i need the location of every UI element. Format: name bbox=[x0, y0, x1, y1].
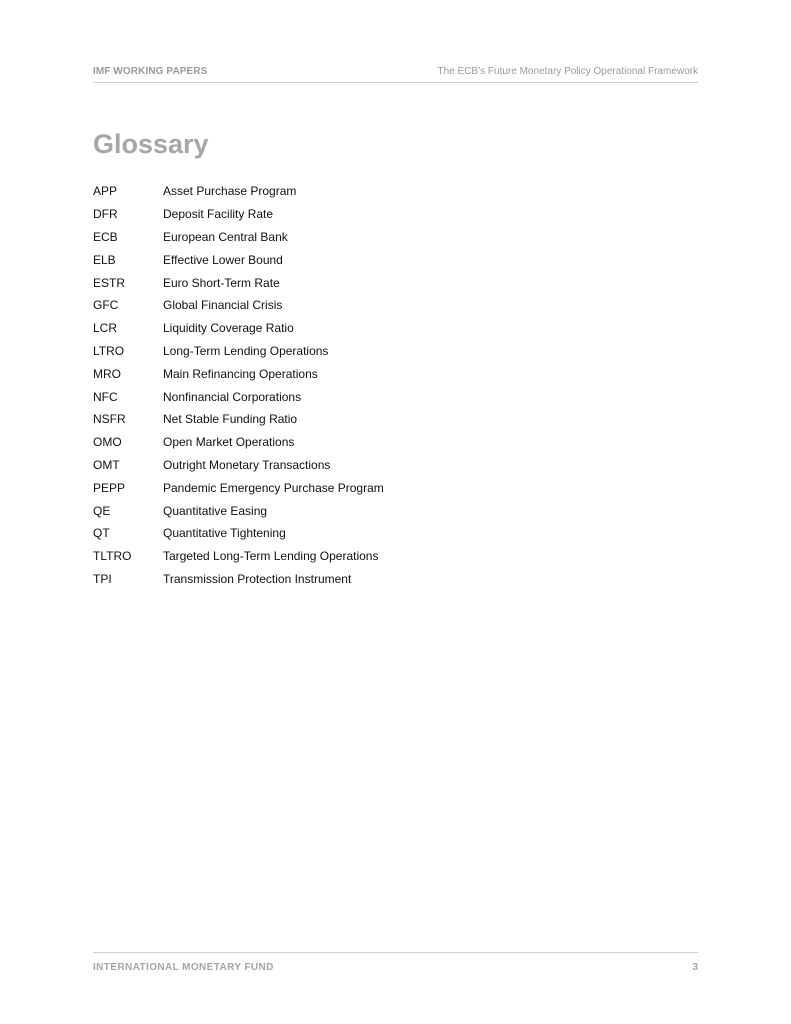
header-series-title: IMF WORKING PAPERS bbox=[93, 66, 208, 77]
glossary-abbreviation: OMT bbox=[93, 457, 120, 472]
glossary-row bbox=[93, 294, 493, 317]
glossary-row bbox=[93, 568, 493, 591]
page-footer bbox=[93, 952, 698, 977]
glossary-row bbox=[93, 499, 493, 522]
glossary-definition: Deposit Facility Rate bbox=[163, 207, 274, 222]
glossary-row bbox=[93, 408, 493, 431]
glossary-row bbox=[93, 226, 493, 249]
glossary-abbreviation: LCR bbox=[93, 321, 118, 336]
glossary-abbreviation: OMO bbox=[93, 435, 122, 450]
header-running-title: The ECB’s Future Monetary Policy Operational Framework bbox=[437, 66, 698, 77]
glossary-definition: Targeted Long-Term Lending Operations bbox=[163, 549, 379, 564]
glossary-row bbox=[93, 522, 493, 545]
glossary-definition: Euro Short-Term Rate bbox=[163, 275, 280, 290]
glossary-row bbox=[93, 248, 493, 271]
glossary-abbreviation: MRO bbox=[93, 366, 121, 381]
glossary-definition: Effective Lower Bound bbox=[163, 252, 283, 267]
glossary-definition: Global Financial Crisis bbox=[163, 298, 283, 313]
glossary-definition: Main Refinancing Operations bbox=[163, 366, 318, 381]
glossary-row bbox=[93, 545, 493, 568]
glossary-definition: Outright Monetary Transactions bbox=[163, 457, 331, 472]
glossary-abbreviation: NFC bbox=[93, 389, 118, 404]
glossary-abbreviation: GFC bbox=[93, 298, 119, 313]
glossary-row bbox=[93, 203, 493, 226]
glossary-row bbox=[93, 180, 493, 203]
glossary-row bbox=[93, 362, 493, 385]
glossary-list bbox=[93, 180, 493, 590]
glossary-abbreviation: QE bbox=[93, 503, 111, 518]
glossary-row bbox=[93, 476, 493, 499]
glossary-definition: Open Market Operations bbox=[163, 435, 295, 450]
glossary-definition: Long-Term Lending Operations bbox=[163, 343, 329, 358]
glossary-row bbox=[93, 454, 493, 477]
glossary-row bbox=[93, 340, 493, 363]
glossary-abbreviation: QT bbox=[93, 526, 110, 541]
glossary-abbreviation: ESTR bbox=[93, 275, 126, 290]
page-title: Glossary bbox=[93, 129, 209, 159]
glossary-row bbox=[93, 271, 493, 294]
glossary-definition: European Central Bank bbox=[163, 229, 288, 244]
glossary-abbreviation: ELB bbox=[93, 252, 116, 267]
glossary-definition: Pandemic Emergency Purchase Program bbox=[163, 480, 384, 495]
glossary-definition: Net Stable Funding Ratio bbox=[163, 412, 298, 427]
page-header bbox=[93, 64, 698, 83]
glossary-row bbox=[93, 385, 493, 408]
glossary-definition: Liquidity Coverage Ratio bbox=[163, 321, 294, 336]
glossary-abbreviation: TLTRO bbox=[93, 549, 132, 564]
glossary-abbreviation: DFR bbox=[93, 207, 118, 222]
glossary-abbreviation: TPI bbox=[93, 571, 112, 586]
glossary-abbreviation: APP bbox=[93, 184, 118, 199]
glossary-definition: Quantitative Easing bbox=[163, 503, 268, 518]
glossary-definition: Transmission Protection Instrument bbox=[163, 571, 352, 586]
glossary-abbreviation: ECB bbox=[93, 229, 118, 244]
footer-publisher: INTERNATIONAL MONETARY FUND bbox=[93, 962, 274, 973]
glossary-row bbox=[93, 317, 493, 340]
glossary-definition: Quantitative Tightening bbox=[163, 526, 286, 541]
glossary-abbreviation: PEPP bbox=[93, 480, 126, 495]
glossary-row bbox=[93, 431, 493, 454]
glossary-abbreviation: NSFR bbox=[93, 412, 126, 427]
page-number: 3 bbox=[692, 962, 698, 973]
glossary-abbreviation: LTRO bbox=[93, 343, 125, 358]
glossary-definition: Nonfinancial Corporations bbox=[163, 389, 302, 404]
glossary-definition: Asset Purchase Program bbox=[163, 184, 297, 199]
